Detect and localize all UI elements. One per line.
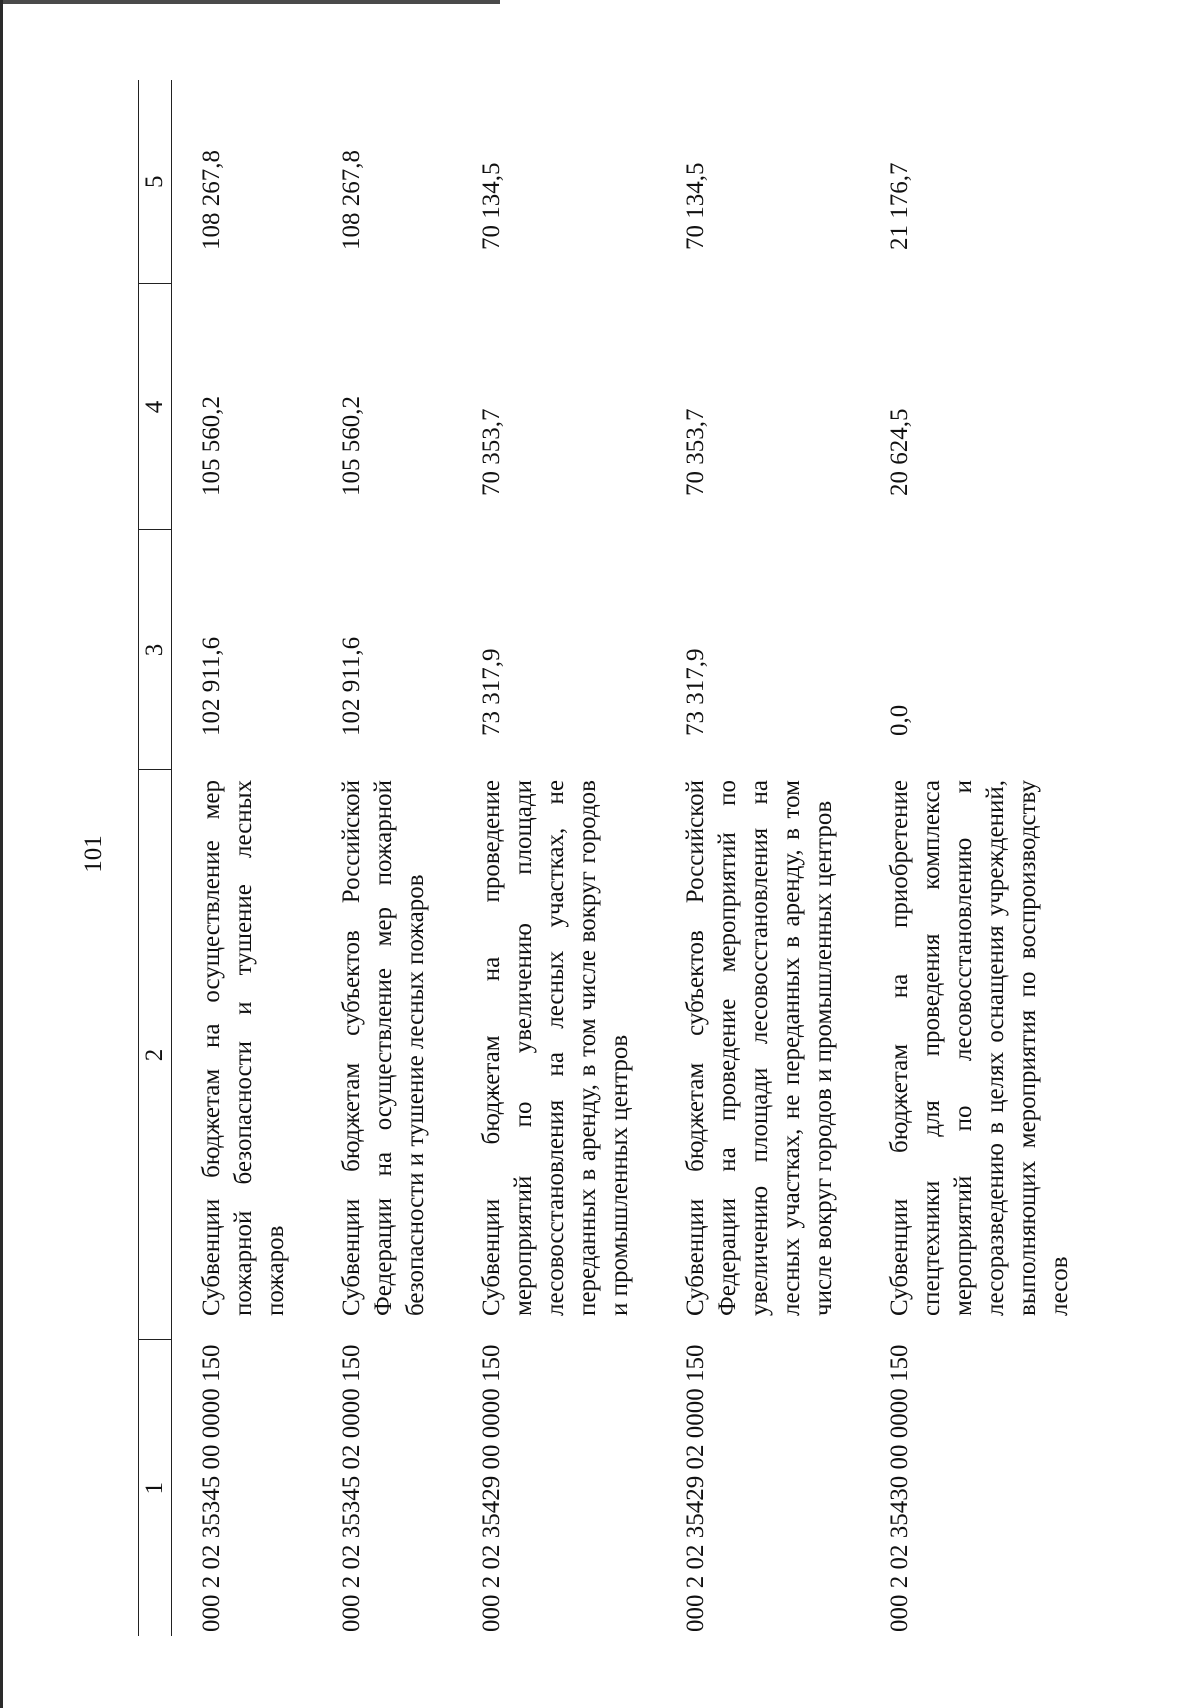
header-col-1: 1: [139, 1340, 172, 1636]
row-code: 000 2 02 35345 00 0000 150: [198, 1344, 225, 1632]
header-col-2: 2: [139, 770, 172, 1340]
page-number: 101: [80, 835, 107, 873]
row-value-col4: 105 560,2: [338, 396, 365, 496]
row-description: Субвенции бюджетам субъектов Российской Федерации на осуществление мер пожарной безопасности и тушение лесных пожаров: [338, 780, 429, 1316]
row-value-col4: 20 624,5: [886, 408, 913, 496]
row-value-col5: 108 267,8: [338, 150, 365, 250]
row-description: Субвенции бюджетам на осуществление мер пожарной безопасности и тушение лесных пожаров: [198, 780, 289, 1316]
row-code: 000 2 02 35345 02 0000 150: [338, 1344, 365, 1632]
table-row: [336, 80, 476, 1636]
header-col-3: 3: [139, 530, 172, 770]
row-value-col3: 73 317,9: [478, 648, 505, 736]
row-value-col5: 70 134,5: [478, 162, 505, 250]
row-value-col5: 70 134,5: [682, 162, 709, 250]
row-value-col4: 70 353,7: [478, 408, 505, 496]
table-row: [680, 80, 884, 1636]
row-code: 000 2 02 35429 00 0000 150: [478, 1344, 505, 1632]
row-value-col4: 70 353,7: [682, 408, 709, 496]
row-code: 000 2 02 35430 00 0000 150: [886, 1344, 913, 1632]
row-description: Субвенции бюджетам на приобретение спецтехники для проведения комплекса мероприятий по лесовосстановлению и лесоразведению в целях оснащения учреждений, выполняющих мероприятия по воспроизводству лесов: [886, 780, 1073, 1316]
row-code: 000 2 02 35429 02 0000 150: [682, 1344, 709, 1632]
row-value-col3: 102 911,6: [338, 636, 365, 736]
row-value-col3: 102 911,6: [198, 636, 225, 736]
header-col-4: 4: [139, 284, 172, 530]
row-value-col5: 21 176,7: [886, 162, 913, 250]
row-description: Субвенции бюджетам субъектов Российской Федерации на проведение мероприятий по увеличению площади лесовосстановления на лесных участках, не переданных в аренду, в том числе вокруг городов и промышленных центров: [682, 780, 837, 1316]
row-value-col3: 73 317,9: [682, 648, 709, 736]
row-value-col3: 0,0: [886, 704, 913, 736]
budget-table: [138, 80, 1120, 1636]
table-row: [476, 80, 680, 1636]
table-row: [884, 80, 1120, 1636]
row-value-col4: 105 560,2: [198, 396, 225, 496]
table-row: [172, 80, 337, 1636]
header-col-5: 5: [139, 80, 172, 284]
row-value-col5: 108 267,8: [198, 150, 225, 250]
header-row: [139, 80, 172, 1636]
row-description: Субвенции бюджетам на проведение мероприятий по увеличению площади лесовосстановления на лесных участках, не переданных в аренду, в том числе вокруг городов и промышленных центров: [478, 780, 633, 1316]
